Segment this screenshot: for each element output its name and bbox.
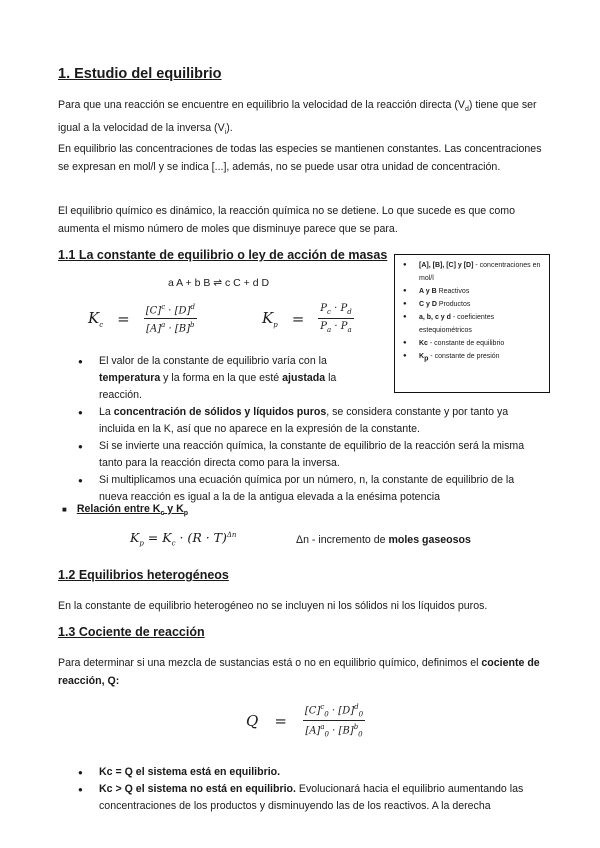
quotient-rules-list xyxy=(78,764,538,815)
kc-formula: $K_c$ = $\frac{[C]^c \cdot [D]^d}{[A]^a \cdot [B]^b}$ xyxy=(88,303,195,335)
legend-item: ● $K_p$ - constante de presión xyxy=(400,350,544,365)
constant-rules-list xyxy=(78,353,538,506)
legend-item: ● C y D Productos xyxy=(400,298,544,311)
list-item: ● Si multiplicamos una ecuación química por un número, n, la constante de equilibrio de la nueva reacción es igual a la de la antigua elevada a la enésima potencia xyxy=(78,472,538,506)
equilibrium-arrow-icon: ⇌ xyxy=(213,277,223,289)
list-item: ● La concentración de sólidos y líquidos puros, se considera constante y por tanto ya incluida en la K, así que no aparece en la expresión de la constante. xyxy=(78,404,538,438)
section-heading-1-3: 1.3 Cociente de reacción xyxy=(58,625,205,639)
list-item: ● Kc > Q el sistema no está en equilibrio. Evolucionará hacia el equilibrio aumentando las concentraciones de los productos y disminuyendo las de los reactivos. A la derecha xyxy=(78,781,538,815)
list-item: ● Si se invierte una reacción química, la constante de equilibrio de la reacción será la misma tanto para la reacción directa como para la inversa. xyxy=(78,438,538,472)
intro-paragraph-2: En equilibrio las concentraciones de todas las especies se mantienen constantes. Las concentraciones se expresan en mol/l y se indica [...], además, no se puede usar otra unidad de concentración. xyxy=(58,143,542,173)
relation-heading: ■ Relación entre $K_c$ y $K_p$ xyxy=(62,503,189,518)
q-formula: Q = $\frac{[C]^c_0 \cdot [D]^d_0}{[A]^a_0 \cdot [B]^b_0}$ xyxy=(246,703,364,739)
delta-n-note: Δn - incremento de moles gaseosos xyxy=(296,534,471,546)
legend-item: ● Kc - constante de equilibrio xyxy=(400,337,544,350)
intro-paragraph-3: El equilibrio químico es dinámico, la reacción química no se detiene. Lo que sucede es que como aumenta el mismo número de moles que disminuye parece que se para. xyxy=(58,205,515,235)
heterogeneous-text: En la constante de equilibrio heterogéneo no se incluyen ni los sólidos ni los líquidos puros. xyxy=(58,600,488,612)
list-item: ● El valor de la constante de equilibrio varía con la temperatura y la forma en la que esté ajustada la reacción. xyxy=(78,353,379,404)
section-heading-1-1: 1.1 La constante de equilibrio o ley de acción de masas xyxy=(58,248,388,262)
list-item: ● Kc = Q el sistema está en equilibrio. xyxy=(78,764,538,781)
legend-item: ● [A], [B], [C] y [D] - concentraciones en mol/l xyxy=(400,259,544,285)
page-title: 1. Estudio del equilibrio xyxy=(58,66,222,82)
square-bullet-icon: ■ xyxy=(62,505,67,514)
legend-item: ● a, b, c y d - coeficientes estequiométricos xyxy=(400,311,544,337)
intro-paragraph-1: Para que una reacción se encuentre en equilibrio la velocidad de la reacción directa $(V_d)$ tiene que ser igual a la velocidad de la inversa $(V_i)$. xyxy=(58,99,537,137)
kp-formula: $K_p$ = $\frac{P_c \cdot P_d}{P_a \cdot P_a}$ xyxy=(262,303,352,334)
quotient-intro: Para determinar si una mezcla de sustancias está o no en equilibrio químico, definimos el cociente de reacción, Q: xyxy=(58,657,540,687)
relation-formula: $K_p = K_c \cdot (R \cdot T)^{\Delta n}$ xyxy=(130,530,237,548)
section-heading-1-2: 1.2 Equilibrios heterogéneos xyxy=(58,568,229,582)
legend-item: ● A y B Reactivos xyxy=(400,285,544,298)
reaction-equation: a A + b B ⇌ c C + d D xyxy=(168,277,270,289)
